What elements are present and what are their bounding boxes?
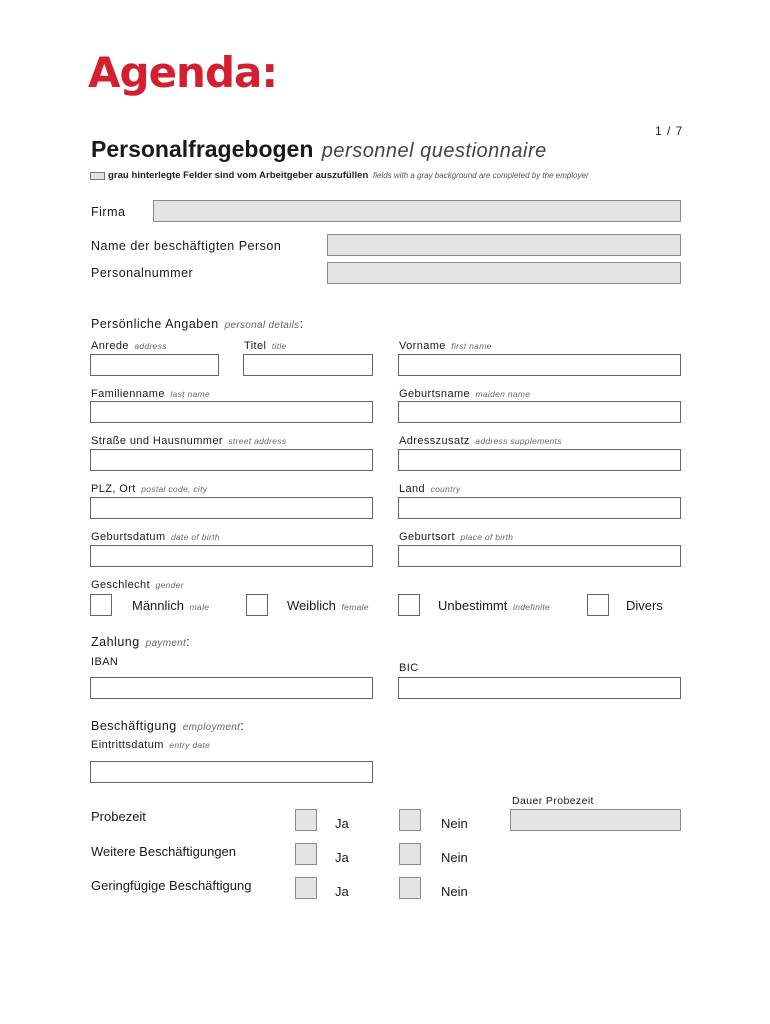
minor-job-no-checkbox[interactable] (399, 877, 421, 899)
entry-date-field[interactable] (90, 761, 373, 783)
iban-field[interactable] (90, 677, 373, 699)
employee-name-field[interactable] (327, 234, 681, 256)
payment-section-title: Zahlung payment: (91, 635, 191, 649)
gender-indefinite-checkbox[interactable] (398, 594, 420, 616)
gender-de: Geschlecht (91, 579, 151, 591)
postal-city-field[interactable] (90, 497, 373, 519)
birth-date-de: Geburtsdatum (91, 531, 166, 543)
first-name-de: Vorname (399, 340, 446, 352)
postal-city-en: postal code, city (141, 484, 208, 494)
address-supplement-de: Adresszusatz (399, 435, 470, 447)
title-en: personnel questionnaire (321, 140, 547, 162)
postal-city-de: PLZ, Ort (91, 483, 136, 495)
probation-label: Probezeit (91, 809, 146, 824)
other-jobs-no-label: Nein (441, 850, 468, 865)
street-de: Straße und Hausnummer (91, 435, 223, 447)
page-number: 1 / 7 (655, 124, 684, 138)
payment-title-de: Zahlung (91, 635, 140, 649)
address-supplement-en: address supplements (475, 436, 562, 446)
other-jobs-label: Weitere Beschäftigungen (91, 844, 237, 859)
legend-en: fields with a gray background are completed by the employer (373, 171, 589, 180)
indefinite-en: indefinite (512, 602, 551, 612)
bic-field[interactable] (398, 677, 681, 699)
address-supplement-field[interactable] (398, 449, 681, 471)
gender-diverse-checkbox[interactable] (587, 594, 609, 616)
salutation-de: Anrede (91, 340, 129, 352)
gender-male-checkbox[interactable] (90, 594, 112, 616)
probation-yes-label: Ja (335, 816, 349, 831)
birth-place-en: place of birth (460, 532, 514, 542)
gender-female-checkbox[interactable] (246, 594, 268, 616)
maiden-name-label (399, 388, 530, 400)
last-name-en: last name (170, 389, 210, 399)
gender-diverse-label: Divers (626, 598, 663, 613)
maiden-name-field[interactable] (398, 401, 681, 423)
first-name-field[interactable] (398, 354, 681, 376)
last-name-de: Familienname (91, 388, 165, 400)
gender-male-label (132, 598, 209, 613)
probation-yes-checkbox[interactable] (295, 809, 317, 831)
street-label (91, 435, 286, 447)
gray-legend-swatch (90, 172, 105, 180)
birth-place-de: Geburtsort (399, 531, 455, 543)
gender-indefinite-label (438, 598, 550, 613)
salutation-label (91, 340, 167, 352)
iban-label: IBAN (91, 656, 119, 668)
minor-job-yes-checkbox[interactable] (295, 877, 317, 899)
birth-date-field[interactable] (90, 545, 373, 567)
minor-job-no-label: Nein (441, 884, 468, 899)
employment-section-title: Beschäftigung employment: (91, 719, 245, 733)
personal-title-de: Persönliche Angaben (91, 317, 219, 331)
female-de: Weiblich (287, 598, 336, 613)
street-field[interactable] (90, 449, 373, 471)
street-en: street address (228, 436, 287, 446)
other-jobs-yes-checkbox[interactable] (295, 843, 317, 865)
first-name-en: first name (451, 341, 492, 351)
personal-title-en: personal details (224, 320, 300, 331)
legend-de: grau hinterlegte Felder sind vom Arbeitgeber auszufüllen (108, 170, 369, 181)
birth-date-label (91, 531, 220, 543)
probation-duration-label: Dauer Probezeit (512, 795, 594, 807)
minor-job-label: Geringfügige Beschäftigung (91, 878, 252, 893)
page-title (91, 136, 547, 163)
entry-date-label (91, 739, 210, 751)
birth-date-en: date of birth (170, 532, 220, 542)
employee-name-label: Name der beschäftigten Person (91, 239, 282, 253)
address-supplement-label (399, 435, 562, 447)
company-field[interactable] (153, 200, 681, 222)
agenda-logo: Agenda: (88, 48, 278, 97)
last-name-label (91, 388, 210, 400)
indefinite-de: Unbestimmt (438, 598, 508, 613)
probation-no-label: Nein (441, 816, 468, 831)
first-name-label (399, 340, 492, 352)
other-jobs-yes-label: Ja (335, 850, 349, 865)
male-de: Männlich (132, 598, 185, 613)
title-en-label: title (271, 341, 287, 351)
country-en: country (430, 484, 461, 494)
postal-city-label (91, 483, 207, 495)
country-field[interactable] (398, 497, 681, 519)
payment-title-en: payment (145, 638, 187, 649)
maiden-name-de: Geburtsname (399, 388, 471, 400)
bic-label: BIC (399, 662, 419, 674)
entry-date-de: Eintrittsdatum (91, 739, 164, 751)
gender-female-label (287, 598, 369, 613)
probation-duration-field[interactable] (510, 809, 681, 831)
maiden-name-en: maiden name (475, 389, 531, 399)
birth-place-field[interactable] (398, 545, 681, 567)
salutation-field[interactable] (90, 354, 219, 376)
title-field[interactable] (243, 354, 373, 376)
title-de: Personalfragebogen (91, 136, 314, 162)
employment-title-en: employment (182, 722, 241, 733)
legend-text (108, 170, 589, 181)
personal-section-title: Persönliche Angaben personal details: (91, 317, 304, 331)
other-jobs-no-checkbox[interactable] (399, 843, 421, 865)
country-label (399, 483, 461, 495)
title-de-label: Titel (244, 340, 267, 352)
female-en: female (341, 602, 369, 612)
country-de: Land (399, 483, 426, 495)
employment-title-de: Beschäftigung (91, 719, 177, 733)
probation-no-checkbox[interactable] (399, 809, 421, 831)
male-en: male (189, 602, 210, 612)
salutation-en: address (134, 341, 167, 351)
minor-job-yes-label: Ja (335, 884, 349, 899)
birth-place-label (399, 531, 513, 543)
title-label (244, 340, 287, 352)
personnel-number-field[interactable] (327, 262, 681, 284)
company-label: Firma (91, 205, 126, 219)
gender-label (91, 579, 184, 591)
entry-date-en: entry date (169, 740, 211, 750)
gender-en: gender (155, 580, 184, 590)
personnel-number-label: Personalnummer (91, 266, 194, 280)
last-name-field[interactable] (90, 401, 373, 423)
